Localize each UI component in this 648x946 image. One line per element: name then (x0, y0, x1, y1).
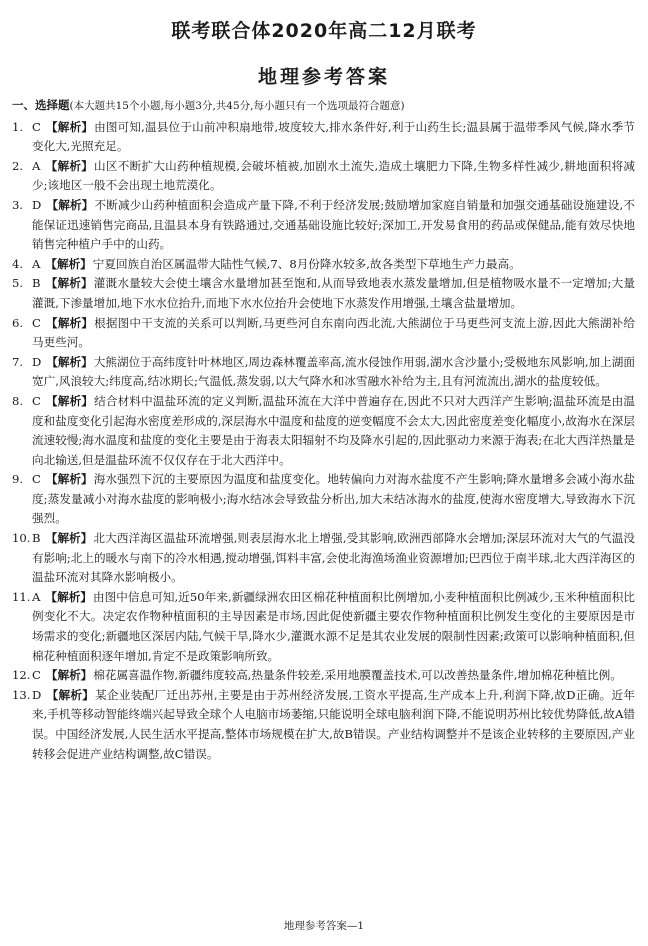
answer-content (12, 96, 635, 764)
answer-item (12, 314, 635, 353)
answer-number: 13. (12, 687, 31, 702)
answer-key: A (32, 256, 41, 271)
answer-number: 2. (12, 158, 24, 173)
answer-item (12, 529, 635, 588)
answer-number: 4. (12, 256, 24, 271)
explanation-text: 棉花属喜温作物,新疆纬度较高,热量条件较差,采用地膜覆盖技术,可以改善热量条件,增加棉花种植比例。 (93, 668, 622, 683)
explanation-tag: 【解析】 (45, 158, 94, 173)
answer-item (12, 392, 635, 470)
page-title: 联考联合体2020年高二12月联考 (171, 20, 477, 42)
explanation-tag: 【解析】 (46, 197, 94, 212)
answer-key: D (32, 354, 42, 369)
answer-number: 11. (12, 589, 31, 604)
section-note: (本大题共15个小题,每小题3分,共45分,每小题只有一个选项最符合题意) (69, 100, 405, 112)
answer-number: 6. (12, 315, 24, 330)
answer-number: 5. (12, 276, 24, 291)
explanation-text: 不断减少山药种植面积会造成产量下降,不利于经济发展;鼓励增加家庭自销量和加强交通基础设施建设,不能保证迅速销售完商品,且温县本身有铁路通过,交通基础设施比较好;深加工,开发易食用的药品或保健品,能有效尽快地销售完种植户手中的山药。 (32, 197, 635, 252)
explanation-tag: 【解析】 (45, 531, 93, 546)
answer-key: C (32, 393, 41, 408)
answer-item (12, 118, 635, 157)
answer-key: C (32, 472, 41, 487)
explanation-tag: 【解析】 (45, 256, 92, 271)
page-footer: 地理参考答案—1 (283, 920, 365, 932)
explanation-text: 宁夏回族自治区属温带大陆性气候,7、8月份降水较多,故各类型下草地生产力最高。 (92, 256, 521, 271)
answer-item (12, 255, 635, 275)
explanation-text: 由图中信息可知,近50年来,新疆绿洲农田区棉花种植面积比例增加,小麦种植面积比例减少,玉米种植面积比例变化不大。决定农作物种植面积的主导因素是市场,因此促使新疆主要农作物种植面积比例发生变化的主要原因是市场需求的变化;新疆地区深居内陆,气候干旱,降水少,灌溉水源不足是其农业发展的限制性因素;政策可以影响种植面积,但棉花种植面积逐年增加,肯定不是政策影响所致。 (32, 589, 635, 663)
explanation-tag: 【解析】 (45, 668, 93, 683)
section-heading (12, 96, 635, 117)
answer-item (12, 470, 635, 529)
explanation-text: 由图可知,温县位于山前冲积扇地带,坡度较大,排水条件好,利于山药生长;温县属于温带季风气候,降水季节变化大,光照充足。 (32, 119, 635, 154)
answer-item (12, 196, 635, 255)
explanation-tag: 【解析】 (45, 589, 92, 604)
answer-key: A (32, 158, 41, 173)
answer-key: B (32, 531, 41, 546)
explanation-text: 灌溉水量较大会使土壤含水量增加甚至饱和,从而导致地表水蒸发量增加,但是植物吸水量不一定增加;大量灌溉,下渗量增加,地下水水位抬升,而地下水水位抬升会使地下水蒸发作用增强,土壤含盐量增加。 (32, 276, 635, 310)
answer-number: 10. (12, 531, 31, 546)
answer-item (12, 686, 635, 764)
answer-key: B (32, 276, 41, 291)
answer-key: D (32, 687, 42, 702)
explanation-text: 结合材料中温盐环流的定义判断,温盐环流在大洋中普遍存在,因此不只对大西洋产生影响;温盐环流是由温度和盐度变化引起海水密度差形成的,深层海水中温度和盐度的逆变幅度不会太大,因此密度差变化幅度小,故海水在深层流速较慢;海水温度和盐度的变化主要是由于海表太阳辐射不均及降水引起的,因此驱动力来源于海表;在北大西洋热量是向北输送,但是温盐环流不仅仅存在于北大西洋中。 (32, 393, 635, 467)
answer-number: 9. (12, 472, 24, 487)
explanation-text: 北大西洋海区温盐环流增强,则表层海水北上增强,受其影响,欧洲西部降水会增加;深层环流对大气的气温没有影响;北上的暖水与南下的冷水相遇,搅动增强,饵料丰富,会使北海渔场渔业资源增加;巴西位于南半球,北大西洋海区的温盐环流对其降水影响极小。 (32, 531, 635, 585)
page-subtitle: 地理参考答案 (257, 66, 390, 88)
explanation-tag: 【解析】 (45, 315, 94, 330)
explanation-text: 大熊湖位于高纬度针叶林地区,周边森林覆盖率高,流水侵蚀作用弱,湖水含沙量小;受极地东风影响,加上湖面宽广,风浪较大;纬度高,结冰期长;气温低,蒸发弱,以大气降水和冰雪融水补给为主,且有河流流出,湖水的盐度较低。 (32, 354, 635, 389)
explanation-text: 根据图中干支流的关系可以判断,马更些河自东南向西北流,大熊湖位于马更些河支流上游,因此大熊湖补给马更些河。 (32, 315, 635, 350)
answer-number: 7. (12, 354, 24, 369)
explanation-text: 某企业装配厂迁出苏州,主要是由于苏州经济发展,工资水平提高,生产成本上升,利润下降,故D正确。近年来,手机等移动智能终端兴起导致全球个人电脑市场萎缩,只能说明全球电脑利润下降,不能说明苏州比较优势降低,故A错误。中国经济发展,人民生活水平提高,整体市场规模在扩大,故B错误。产业结构调整并不是该企业转移的主要原因,产业转移会促进产业结构调整,故C错误。 (32, 687, 635, 761)
answer-number: 1. (12, 119, 24, 134)
answer-item (12, 274, 635, 313)
answer-key: C (32, 315, 41, 330)
answer-list (12, 118, 635, 765)
explanation-text: 山区不断扩大山药种植规模,会破坏植被,加剧水土流失,造成土壤肥力下降,生物多样性减少,耕地面积将减少;该地区一般不会出现土地荒漠化。 (32, 158, 635, 193)
answer-item (12, 588, 635, 666)
answer-key: C (32, 119, 41, 134)
explanation-tag: 【解析】 (45, 119, 94, 134)
explanation-tag: 【解析】 (46, 354, 93, 369)
answer-key: D (32, 197, 42, 212)
answer-item (12, 353, 635, 392)
answer-key: A (32, 589, 41, 604)
explanation-text: 海水强烈下沉的主要原因为温度和盐度变化。地转偏向力对海水盐度不产生影响;降水量增多会减小海水盐度;蒸发量减小对海水盐度的影响极小;海水结冰会导致盐分析出,加大未结冰海水的盐度,使海水密度增大,导致海水下沉强烈。 (32, 472, 635, 526)
answer-item (12, 157, 635, 196)
answer-key: C (32, 668, 41, 683)
answer-item (12, 666, 635, 686)
answer-number: 12. (12, 668, 31, 683)
section-label: 一、选择题 (12, 98, 70, 112)
explanation-tag: 【解析】 (46, 687, 95, 702)
explanation-tag: 【解析】 (45, 472, 93, 487)
answer-number: 8. (12, 393, 24, 408)
answer-number: 3. (12, 197, 24, 212)
explanation-tag: 【解析】 (45, 276, 93, 291)
explanation-tag: 【解析】 (45, 393, 94, 408)
